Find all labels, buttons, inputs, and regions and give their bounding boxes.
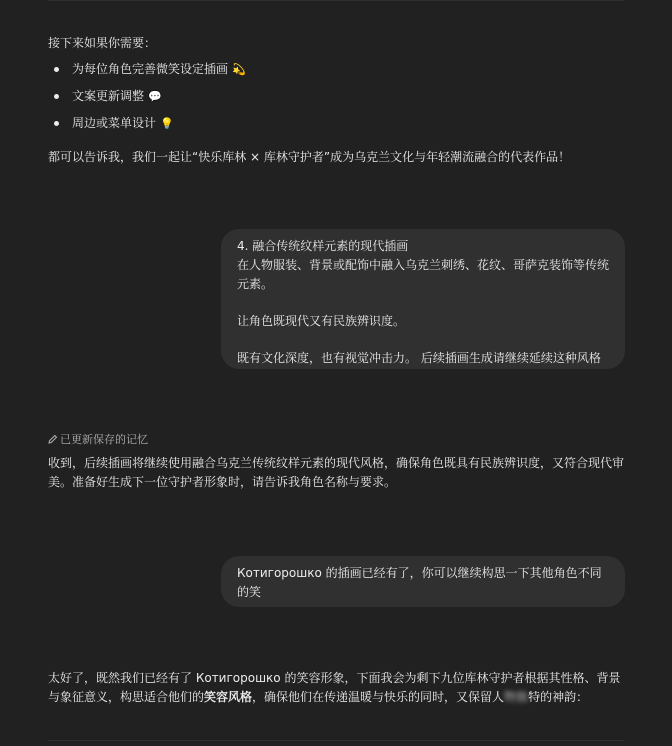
user-message-text: Котигорошко 的插画已经有了，你可以继续构思一下其他角色不同的笑 [237,566,602,599]
reply-text-part: 特的神韵： [528,690,589,704]
user-message-line: 让角色既现代又有民族辨识度。 [237,314,406,328]
reply-bold-text: 笑容风格 [204,690,253,704]
top-divider [48,0,624,1]
list-item [48,114,246,141]
bottom-divider [48,740,624,741]
assistant-bullet-list [48,60,246,141]
speech-bubble-icon: 💬 [148,90,162,103]
list-item [48,87,246,114]
bullet-text: 为每位角色完善微笑设定插画 [72,62,229,76]
list-item [48,60,246,87]
memory-updated-note[interactable] [48,430,148,450]
reply-text-part: ，确保他们在传递温暖与快乐的同时，又保留人 [252,690,505,704]
light-bulb-icon: 💡 [160,117,174,130]
assistant-reply-text: 收到，后续插画将继续使用融合乌克兰传统纹样元素的现代风格，确保角色既具有民族辨识度，又符合现代审美。准备好生成下一位守护者形象时，请告诉我角色名称与要求。 [48,456,625,489]
pencil-icon [48,431,60,450]
user-message-line: 4. 融合传统纹样元素的现代插画 [237,239,409,253]
assistant-outro-text: 都可以告诉我，我们一起让“快乐库林 × 库林守护者”成为乌克兰文化与年轻潮流融合的代表作品！ [48,150,571,164]
user-message-line: 既有文化深度，也有视觉冲击力。 后续插画生成请继续延续这种风格 [237,351,601,365]
paragraph-gap [237,294,609,312]
user-message-bubble [221,229,625,369]
reply-blurred-text: 物独 [504,690,529,704]
reply-text-part: 太好了，既然我们已经有了 Котигорошко 的笑容形象，下面我会为剩下九位库林守护者根据其性格、背景与象征意义，构思适合他们的 [48,671,621,704]
bullet-text: 周边或菜单设计 [72,116,157,130]
dizzy-icon: 💫 [232,63,246,76]
bullet-text: 文案更新调整 [72,89,145,103]
user-message-bubble [221,556,625,607]
user-message-line: 在人物服装、背景或配饰中融入乌克兰刺绣、花纹、哥萨克装饰等传统元素。 [237,258,610,291]
assistant-reply-text [48,669,628,707]
assistant-intro-text: 接下来如果你需要： [48,36,157,50]
paragraph-gap [237,331,609,349]
memory-note-label: 已更新保存的记忆 [60,433,148,446]
